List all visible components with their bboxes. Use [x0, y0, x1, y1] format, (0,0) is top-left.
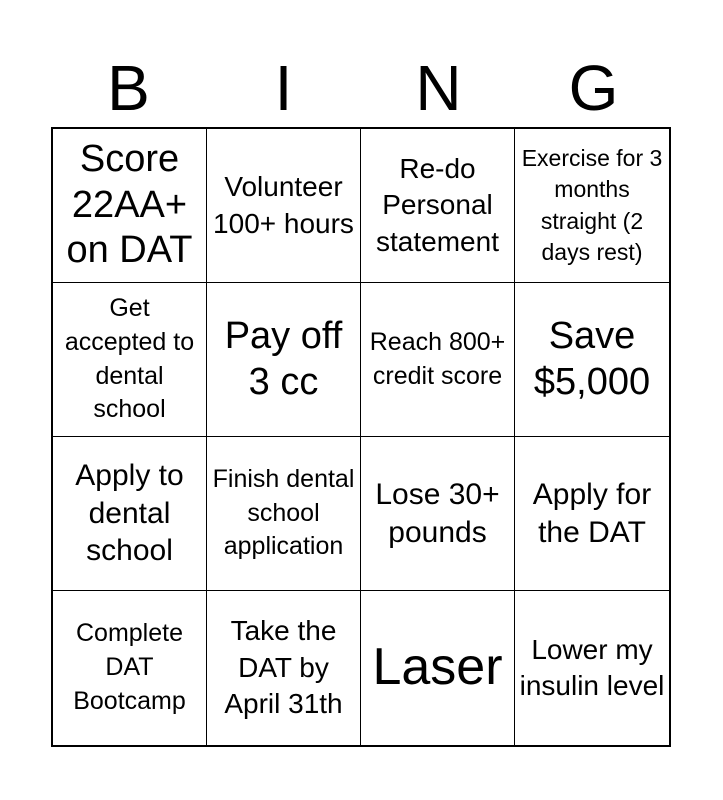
bingo-board — [51, 127, 671, 747]
bingo-cell[interactable] — [53, 283, 207, 437]
cell-text: Lower my insulin level — [519, 633, 665, 701]
header-letter-i: I — [274, 52, 293, 124]
cell-text: Complete DAT Bootcamp — [73, 619, 186, 715]
cell-text: Lose 30+ pounds — [375, 478, 500, 549]
cell-text: Laser — [372, 638, 503, 697]
cell-text: Pay off 3 cc — [224, 314, 343, 403]
bingo-cell[interactable] — [207, 129, 361, 283]
bingo-cell[interactable] — [515, 591, 669, 745]
header-letter-b: B — [107, 52, 150, 124]
bingo-cell[interactable] — [361, 437, 515, 591]
bingo-header — [51, 48, 671, 128]
cell-text: Take the DAT by April 31th — [224, 615, 343, 720]
cell-text: Score 22AA+ on DAT — [66, 138, 193, 272]
bingo-cell[interactable] — [361, 591, 515, 745]
header-letter-g: G — [568, 52, 619, 124]
bingo-cell[interactable] — [53, 129, 207, 283]
bingo-cell[interactable] — [53, 591, 207, 745]
cell-text: Apply for the DAT — [532, 478, 652, 549]
cell-text: Re-do Personal statement — [376, 152, 499, 257]
bingo-cell[interactable] — [207, 591, 361, 745]
bingo-cell[interactable] — [207, 283, 361, 437]
cell-text: Exercise for 3 months straight (2 days rest) — [521, 145, 663, 265]
bingo-cell[interactable] — [53, 437, 207, 591]
bingo-cell[interactable] — [207, 437, 361, 591]
cell-text: Reach 800+ credit score — [369, 327, 506, 390]
cell-text: Save $5,000 — [533, 314, 651, 403]
bingo-cell[interactable] — [515, 437, 669, 591]
cell-text: Finish dental school application — [212, 464, 355, 561]
bingo-cell[interactable] — [515, 129, 669, 283]
bingo-cell[interactable] — [361, 283, 515, 437]
cell-text: Get accepted to dental school — [64, 294, 195, 424]
bingo-cell[interactable] — [361, 129, 515, 283]
cell-text: Volunteer 100+ hours — [213, 171, 354, 239]
header-letter-n: N — [415, 52, 462, 124]
cell-text: Apply to dental school — [75, 459, 184, 568]
bingo-cell[interactable] — [515, 283, 669, 437]
